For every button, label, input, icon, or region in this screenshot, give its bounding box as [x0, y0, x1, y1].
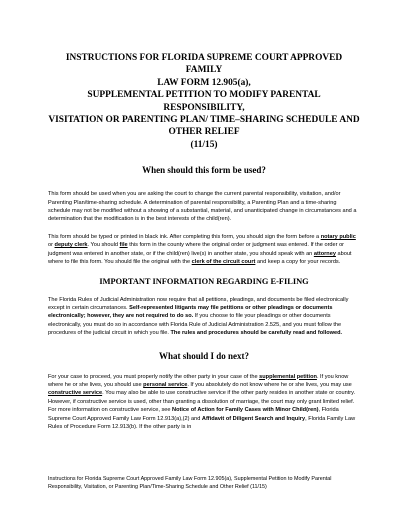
bold-text: Notice of Action for Family Cases with Minor Child(ren): [172, 407, 319, 414]
text-run: The Florida Rules of Judicial Administration now require that all petitions, pleadings, and documents be filed electronically except in certain circumstances.: [48, 296, 349, 311]
link-clerk-of-circuit-court[interactable]: clerk of the circuit court: [191, 259, 256, 266]
text-run: , Florida Supreme Court Approved Family Law Form 12.913(a),(2) and: [48, 407, 339, 422]
title-line-2: LAW FORM 12.905(a),: [157, 77, 251, 88]
paragraph-when-1: This form should be used when you are asking the court to change the current parental responsibility, visitation, and/or Parenting Plan/time-sharing schedule. A determination of parental responsibility, a Parenting Plan and a time-sharing schedule may not be modified without a showing of a substantial, material, and unanticipated change in circumstances and a determination that the modification is in the best interests of the child(ren).: [48, 191, 357, 223]
text-run: . If you absolutely do not know where he or she lives, you may use: [187, 381, 352, 388]
link-personal-service[interactable]: personal service: [143, 381, 188, 388]
bold-text: Affidavit of Diligent Search and Inquiry: [201, 415, 306, 422]
link-notary-public[interactable]: notary public: [320, 233, 356, 240]
title-line-3: SUPPLEMENTAL PETITION TO MODIFY PARENTAL RESPONSIBILITY,: [87, 90, 321, 113]
link-constructive-service[interactable]: constructive service: [48, 390, 103, 397]
text-run: this form in the county where the original order or judgment was entered. If the order or judgment was entered in another state, or if the child(ren) live(s) in another state, you should speak with an: [48, 242, 345, 257]
page-footer: Instructions for Florida Supreme Court Approved Family Law Form 12.905(a), Supplemental Petition to Modify Parental Responsibility, Visitation, or Parenting Plan/Time-Sharing Schedule and Other Relief (11/15): [48, 476, 332, 491]
paragraph-next: [48, 373, 360, 432]
link-attorney[interactable]: attorney: [313, 250, 336, 257]
link-supplemental-petition[interactable]: supplemental petition: [259, 373, 317, 380]
title-line-1: INSTRUCTIONS FOR FLORIDA SUPREME COURT APPROVED FAMILY: [65, 53, 343, 76]
title-line-4: VISITATION OR PARENTING PLAN/ TIME–SHARING SCHEDULE AND: [48, 115, 360, 126]
bold-text: The rules and procedures should be carefully read and followed.: [170, 330, 343, 337]
paragraph-efiling: [48, 296, 360, 338]
bold-text: Self-represented litigants may file petitions or other pleadings or documents electronically; however, they are not required to do so.: [48, 304, 333, 320]
heading-next: What should I do next?: [158, 350, 250, 361]
title-line-6: (11/15): [190, 139, 218, 150]
text-run: , Florida Family Law Rules of Procedure Form 12.913(b). If the other party is in: [48, 415, 356, 430]
document-title: [48, 52, 360, 151]
text-run: . You should: [87, 242, 120, 249]
text-run: For your case to proceed, you must properly notify the other party in your case of the: [48, 373, 260, 380]
link-deputy-clerk[interactable]: deputy clerk: [54, 242, 88, 249]
heading-efiling: IMPORTANT INFORMATION REGARDING E-FILING: [99, 276, 309, 286]
text-run: or: [48, 242, 55, 249]
paragraph-when-2: [48, 233, 360, 267]
title-line-5: OTHER RELIEF: [168, 127, 240, 138]
text-run: If you choose to file your pleadings or other documents electronically, you must do so in accordance with Florida Rule of Judicial Administration 2.525, and you must follow the procedures of the judicial circuit in which you file.: [48, 313, 342, 337]
heading-when: When should this form be used?: [142, 165, 266, 176]
text-run: . If you know where he or she lives, you should use: [48, 373, 349, 388]
text-run: This form should be typed or printed in black ink. After completing this form, you should sign the form before a: [48, 233, 321, 240]
link-file[interactable]: file: [119, 242, 128, 249]
text-run: about where to file this form. You should file the original with the: [48, 250, 352, 266]
text-run: . You may also be able to use constructive service if the other party resides in another state or country. However, if constructive service is used, other than granting a dissolution of marriage, the court may only grant limited relief. For more information on constructive service, see: [48, 390, 356, 414]
text-run: and keep a copy for your records.: [255, 259, 341, 266]
